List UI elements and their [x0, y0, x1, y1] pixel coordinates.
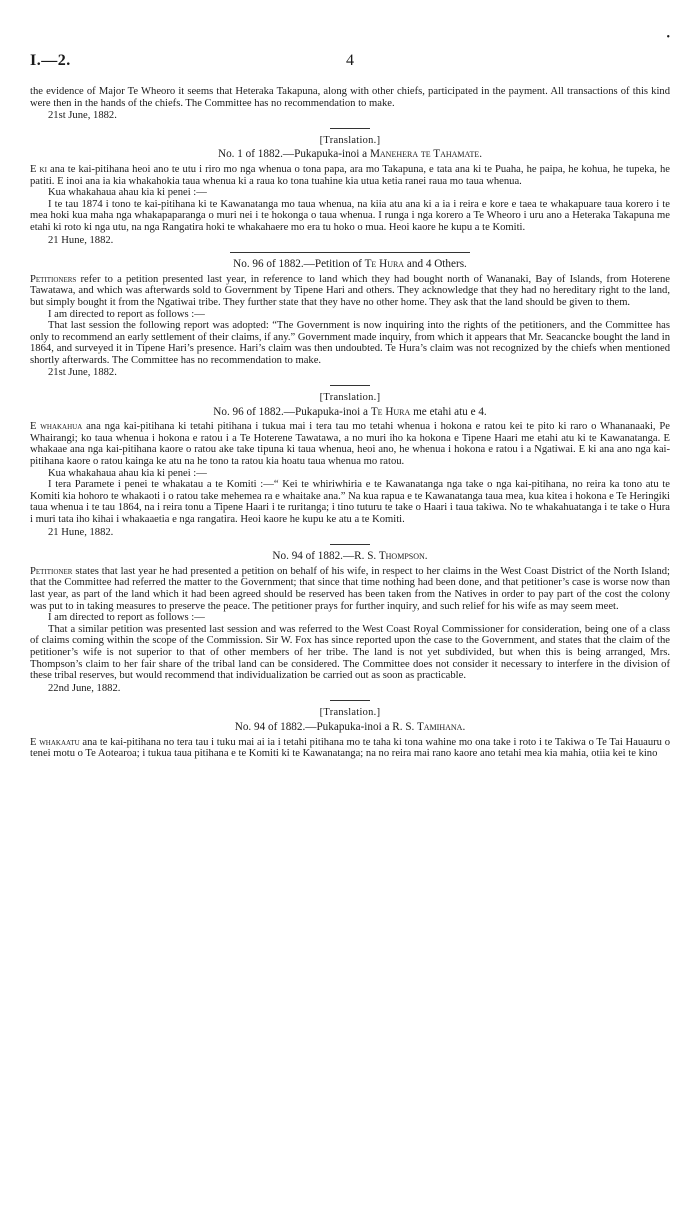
heading-text: No. 96 of 1882.—Pukapuka-inoi a [213, 405, 371, 418]
section-divider [330, 544, 370, 545]
report-paragraph: I te tau 1874 i tono te kai-pitihana ki te Kawanatanga mo taua whenua, na kiia atu ana ki a ia i reira e kore e taea te whakapuare taua korero i te mea hoki kua maha nga whakapaparanga o muri nei i te hokonga o taua whenua. I runga i nga korero a Te Wheoro i uru ano a Heteraka Takapuna me etahi ki roto ki nga utu, na nga Rangatira hoki te whakahaere mo era tu hoko o mua. Heoi kaore he kupu a te Komiti. [30, 198, 670, 233]
section-date: 21st June, 1882. [48, 367, 117, 379]
petition-heading [30, 722, 670, 734]
page-header [30, 32, 670, 74]
heading-text: me etahi atu e 4. [410, 405, 487, 418]
section-divider [330, 385, 370, 386]
lead-words: Petitioner [30, 565, 73, 577]
continuation-paragraph: the evidence of Major Te Wheoro it seems that Heteraka Takapuna, along with other chiefs, participated in the payment. All transactions of this kind were then in the hands of the chiefs. The Committee has no recommendation to make. [30, 86, 670, 109]
translation-label: [Translation.] [319, 392, 381, 404]
report-paragraph: I tera Paramete i penei te whakatau a te Komiti :—“ Kei te whiriwhiria e te Kawanatanga nga take o nga kai-pitihana, no reira ka tono atu te Komiti kia hohoro te whakaoti i o ratou take mehemea ra e whaitake ana.” Na kua rapua e te Kawanatanga taua mea, kua kitea i hokona e Te Heringiki taua whenua i te tau 1864, na i reira tonu a Tipene Haari i te ruritanga; i tino tuturu te take o Haari i taua takiwa. No te whakahuatanga i te take o Hura i muri tata iho kihai i whakaaetia e nga rangatira. Heoi kaore he kupu ke atu a te Komiti. [30, 479, 670, 525]
paragraph-text: ana nga kai-pitihana ki tetahi pitihana i tukua mai i tera tau mo tetahi whenua i hokona e ratou kei te pito ki raro o Whananaaki, Pe Whairangi; ko taua whenua i hokona e ratou i a Te Hoterene Tawatawa, a no muri iho ka hokona e Tipene Haari me etahi atu ki te Kawanatanga. E whakaae ana nga kai-pitihana kaore o ratou ake take tipuna ki taua whenua, heoi ano, he whenua i hokona e ratou i a Ngatiwai. E ki ana ano nga kai-pitihana kaore o ratou kainga ke atu na he tono ta ratou kia hoatu taua whenua mo ratou. [30, 421, 670, 468]
petitioner-name: R. S. Thompson. [354, 550, 428, 563]
section-date: 21 Hune, 1882. [48, 234, 114, 246]
paragraph-text: ana te kai-pitihana heoi ano te utu i riro mo nga whenua o tona papa, ara mo Takapuna, e tata ana ki te Puaha, he paipa, he kohua, he tupeka, he patiti. E inoi ana ia kia whakahokia taua whenua ki a raua ko tona tuahine kia utua ketia ranei raua mo taua whenua. [30, 163, 670, 187]
report-intro: I am directed to report as follows :— [48, 612, 205, 624]
petition-heading [30, 259, 670, 271]
paragraph-text: states that last year he had presented a petition on behalf of his wife, in respect to her claims in the West Coast District of the North Island; that the Committee had referred the matter to the Government; that since that time nothing had been done, and that petitioner’s case is worse now than last year, as part of the land which it had been agreed should be reserved has been taken from the Natives in order to pay part of the cost the colony was put to in taking measures to preserve the peace. The petitioner prays for further inquiry, and such relief for his wife as may seem meet. [30, 565, 670, 612]
heading-text: No. 1 of 1882.—Pukapuka-inoi a [217, 148, 370, 161]
petitioner-name: Manehera te Tahamate. [369, 148, 483, 161]
petition-heading [30, 407, 670, 419]
report-paragraph: That last session the following report was adopted: “The Government is now inquiring into the rights of the petitioners, and the Committee has only to recommend an early settlement of their claims, if any.” Government made inquiry, from which it appears that Mr. Seacancke bought the land in 1864, and surveyed it in Tipene Hari’s presence. Hari’s claim was then undoubted. Te Hura’s claim was not recognized by the chiefs when mentioned shortly afterwards. The Committee has no recommendation to make. [30, 320, 670, 366]
heading-text: No. 94 of 1882.—Pukapuka-inoi a [234, 720, 393, 733]
page-number: 4 [346, 52, 354, 69]
heading-text: and 4 Others. [404, 258, 467, 271]
petition-paragraph [30, 737, 670, 760]
report-paragraph: That a similar petition was presented last session and was referred to the West Coast Royal Commissioner for consideration, being one of a class of claims coming within the scope of the Commission. Sir W. Fox has since reported upon the case to the Government, and states that the claim of the petitioner’s wife is not superior to that of other members of her tribe. The land is not yet subdivided, but when this is being arranged, Mrs. Thompson’s claim to her fair share of the tribal land can be considered. The Committee does not consider it necessary to interfere in the division of these tribal reserves, but would recommend that individualization be carried out as soon as practicable. [30, 623, 670, 682]
page-body [30, 86, 670, 760]
section-divider [230, 252, 470, 253]
lead-words: E whakahua [30, 421, 83, 433]
lead-words: Petitioners [30, 273, 77, 285]
section-divider [330, 700, 370, 701]
translation-label: [Translation.] [319, 707, 381, 719]
corner-mark: • [666, 32, 670, 43]
heading-text: No. 94 of 1882.— [272, 550, 355, 563]
section-date: 22nd June, 1882. [48, 682, 121, 694]
lead-words: E ki [30, 163, 47, 175]
petitioner-name: Te Hura [370, 405, 411, 418]
petitioner-name: Te Hura [364, 258, 405, 271]
paragraph-text: refer to a petition presented last year, in reference to land which they had bought north of Wananaki, Bay of Islands, from Hoterene Tawatawa, and which was afterwards sold to Government by Tipene Hari and others. They acknowledge that they had no hereditary right to the land, but simply bought it from the Ngatiwai tribe. They further state that they have no other home. They ask that the land should be given to them. [30, 273, 670, 308]
heading-text: No. 96 of 1882.—Petition of [233, 258, 365, 271]
report-intro: Kua whakahaua ahau kia ki penei :— [48, 467, 207, 479]
report-intro: Kua whakahaua ahau kia ki penei :— [48, 187, 207, 199]
report-intro: I am directed to report as follows :— [48, 308, 205, 320]
petition-paragraph [30, 421, 670, 467]
section-divider [330, 128, 370, 129]
section-date: 21st June, 1882. [48, 110, 117, 122]
petition-paragraph [30, 566, 670, 612]
translation-label: [Translation.] [319, 134, 381, 146]
petition-heading [30, 149, 670, 161]
paragraph-text: ana te kai-pitihana no tera tau i tuku mai ai ia i tetahi pitihana mo te taha ki tona wahine mo ona take i roto i te Takiwa o Te Tai Hauauru o tenei motu o Te Aotearoa; i tukua taua pitihana e te Komiti ki te Kawanatanga; na no reira mai rano kaore ano tetahi mea kia mahia, otiia kei te kino [30, 736, 671, 760]
lead-words: E whakaatu [30, 736, 80, 748]
petition-paragraph [30, 164, 670, 187]
petition-heading [30, 551, 670, 563]
petition-paragraph [30, 274, 670, 309]
document-reference: I.—2. [30, 52, 71, 69]
section-date: 21 Hune, 1882. [48, 526, 114, 538]
petitioner-name: R. S. Tamihana. [392, 720, 466, 733]
